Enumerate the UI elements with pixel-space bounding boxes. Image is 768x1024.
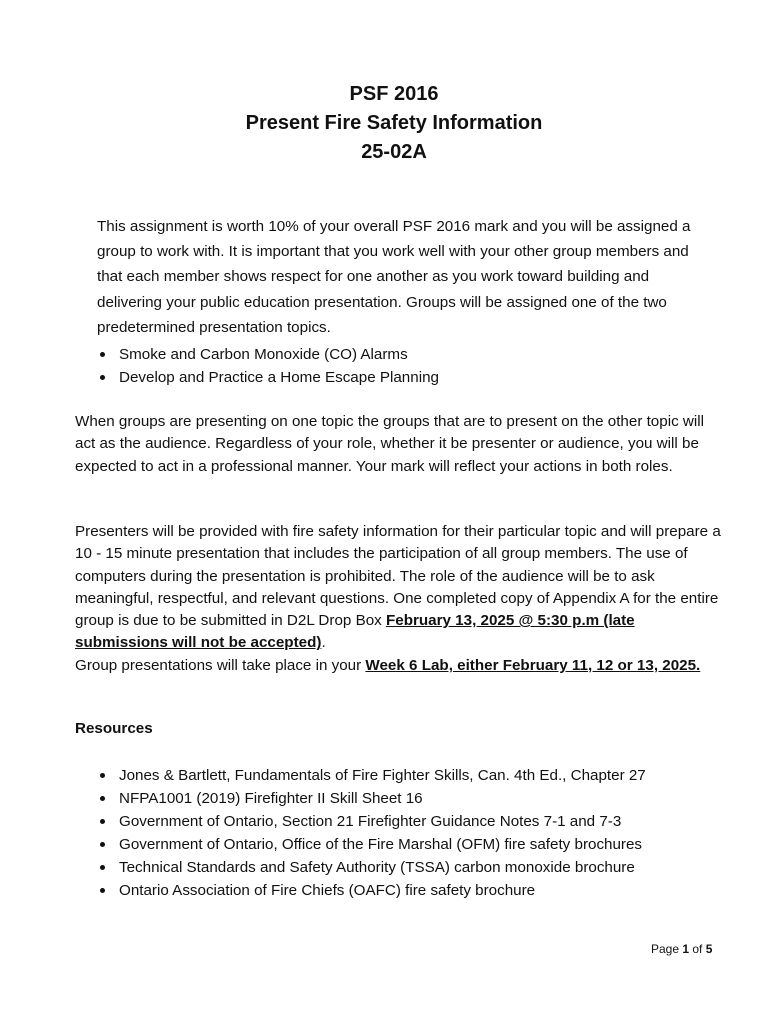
resource-item: Government of Ontario, Office of the Fire Marshal (OFM) fire safety brochures (97, 833, 646, 856)
topic-item: Develop and Practice a Home Escape Planning (97, 366, 439, 389)
page-number (651, 942, 712, 956)
presenters-paragraph (75, 521, 725, 677)
title-assignment: Present Fire Safety Information (245, 112, 543, 134)
resources-heading: Resources (75, 720, 153, 737)
resource-item: Technical Standards and Safety Authority (TSSA) carbon monoxide brochure (97, 856, 646, 879)
presenters-text: Presenters will be provided with fire safety information for their particular topic and will prepare a 10 - 15 minute presentation that includes the participation of all group members. The use of computers during the presentation is prohibited. The role of the audience will be to ask meaningful, respectful, and relevant questions. One completed copy of Appendix A for the entire group is due to be submitted in D2L Drop Box (75, 523, 721, 630)
title-code: 25-02A (361, 141, 427, 163)
resource-item: Ontario Association of Fire Chiefs (OAFC) fire safety brochure (97, 879, 646, 902)
page-label: Page (651, 942, 683, 956)
topic-item: Smoke and Carbon Monoxide (CO) Alarms (97, 343, 439, 366)
resources-list (97, 764, 646, 902)
presenters-end: . (321, 634, 326, 652)
resource-item: Government of Ontario, Section 21 Firefighter Guidance Notes 7-1 and 7-3 (97, 810, 646, 833)
total-pages: 5 (705, 942, 713, 956)
resource-item: NFPA1001 (2019) Firefighter II Skill Sheet 16 (97, 787, 646, 810)
of-label: of (689, 942, 706, 956)
intro-paragraph: This assignment is worth 10% of your overall PSF 2016 mark and you will be assigned a group to work with. It is important that you work well with your other group members and that each member shows respect for one another as you work toward building and delivering your public education presentation. Groups will be assigned one of the two predetermined presentation topics. (97, 218, 691, 336)
presentation-dates: Week 6 Lab, either February 11, 12 or 13, 2025. (365, 656, 701, 674)
title-course: PSF 2016 (349, 83, 439, 105)
audience-paragraph: When groups are presenting on one topic the groups that are to present on the other topic will act as the audience. Regardless of your role, whether it be presenter or audience, you will be expected to act in a professional manner. Your mark will reflect your actions in both roles. (75, 413, 704, 475)
topic-list (97, 343, 439, 389)
document-title (0, 80, 768, 167)
submission-deadline: February 13, 2025 @ 5:30 p.m (late submissions will not be accepted) (75, 612, 635, 652)
current-page: 1 (682, 942, 690, 956)
presentations-text: Group presentations will take place in your (75, 656, 366, 674)
resource-item: Jones & Bartlett, Fundamentals of Fire Fighter Skills, Can. 4th Ed., Chapter 27 (97, 764, 646, 787)
